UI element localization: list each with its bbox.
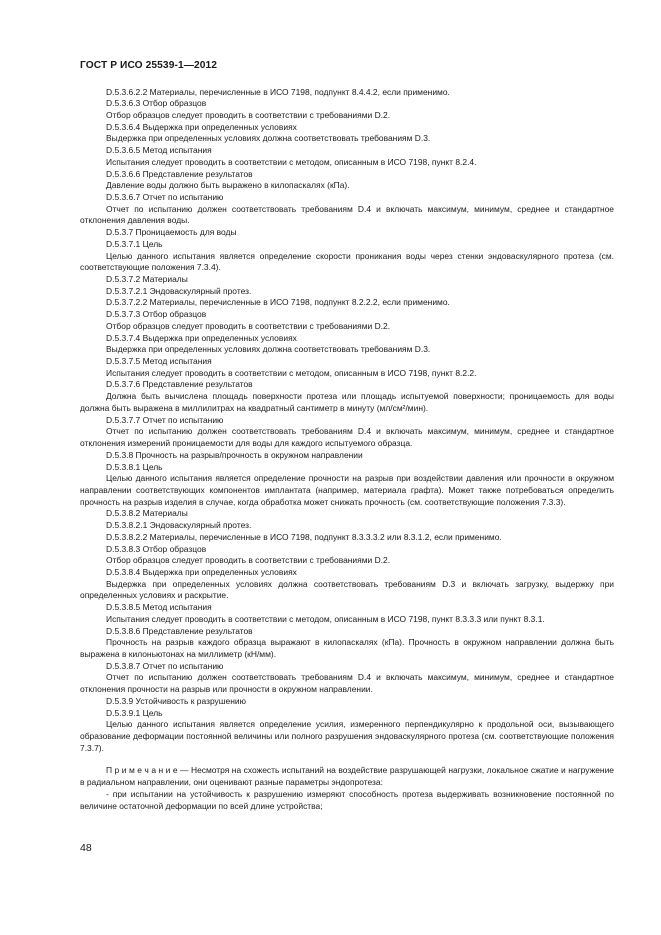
paragraph: Давление воды должно быть выражено в килопаскалях (кПа). — [106, 180, 350, 191]
paragraph: D.5.3.7.2 Материалы — [106, 274, 188, 284]
paragraph: Отбор образцов следует проводить в соответствии с требованиями D.2. — [106, 555, 391, 566]
paragraph: D.5.3.8.2.2 Материалы, перечисленные в ИСО 7198, подпункт 8.3.3.3.2 или 8.3.1.2, если применимо. — [106, 531, 502, 542]
page-number: 48 — [80, 842, 92, 854]
paragraph: Должна быть вычислена площадь поверхности протеза или площадь испытуемой поверхности; проницаемость для воды должна быть выражена в миллилитрах на квадратный сантиметр в минуту (мл/см²/мин). — [80, 391, 614, 413]
paragraph: Целью данного испытания является определение прочности на разрыв при воздействии давления или прочности в окружном направлении соответствующих компонентов имплантата (например, материала графта). Может также потребоваться определить прочность на разрыв изделия в случае, когда обработка может снижать прочность (см. соответствующие положения 7.3.3). — [80, 473, 614, 507]
paragraph: Целью данного испытания является определение усилия, измеренного перпендикулярно к продольной оси, вызывающего образование деформации постоянной величины или полного разрушения эндоваскулярного протеза (см. соответствующие положения 7.3.7). — [80, 719, 614, 753]
paragraph: D.5.3.7.2.1 Эндоваскулярный протез. — [106, 285, 252, 296]
paragraph: D.5.3.8.6 Представление результатов — [106, 625, 253, 636]
paragraph: D.5.3.6.4 Выдержка при определенных условиях — [106, 121, 297, 132]
paragraph: D.5.3.7.4 Выдержка при определенных условиях — [106, 332, 297, 343]
paragraph: D.5.3.7.1 Цель — [106, 238, 163, 249]
paragraph: D.5.3.9 Устойчивость к разрушению — [106, 695, 246, 706]
paragraph: Выдержка при определенных условиях должна соответствовать требованиям D.3 и включать загрузку, выдержку при определенных условиях и раскрытие. — [80, 578, 614, 601]
paragraph: D.5.3.7.6 Представление результатов — [106, 379, 253, 390]
paragraph: D.5.3.8 Прочность на разрыв/прочность в окружном направлении — [106, 449, 363, 460]
paragraph: Испытания следует проводить в соответствии с методом, описанным в ИСО 7198, пункт 8.2.4. — [106, 156, 477, 167]
paragraph: Отчет по испытанию должен соответствовать требованиям D.4 и включать максимум, минимум, среднее и стандартное отклонения давления воды. — [80, 203, 614, 226]
paragraph: D.5.3.6.3 Отбор образцов — [106, 98, 207, 109]
paragraph: D.5.3.6.6 Представление результатов — [106, 168, 253, 179]
paragraph: D.5.3.7.3 Отбор образцов — [106, 309, 207, 320]
paragraph: D.5.3.8.4 Выдержка при определенных условиях — [106, 566, 297, 577]
paragraph: D.5.3.9.1 Цель — [106, 707, 163, 718]
paragraph: Отчет по испытанию должен соответствовать требованиям D.4 и включать максимум, минимум, среднее и стандартное отклонения измерений проницаемости для воды для каждого испытуемого образца. — [80, 426, 614, 449]
paragraph: D.5.3.8.7 Отчет по испытанию — [106, 660, 224, 671]
paragraph: D.5.3.7.5 Метод испытания — [106, 356, 212, 367]
document-header: ГОСТ Р ИСО 25539-1—2012 — [80, 60, 218, 71]
paragraph: П р и м е ч а н и е — Несмотря на схожесть испытаний на воздействие разрушающей нагрузки, локальное сжатие и нагружение в радиальном направлении, они оценивают разные параметры эндопротеза: — [80, 765, 614, 788]
paragraph: D.5.3.6.7 Отчет по испытанию — [106, 191, 224, 202]
paragraph: D.5.3.8.3 Отбор образцов — [106, 543, 207, 554]
paragraph: Испытания следует проводить в соответствии с методом, описанным в ИСО 7198, пункт 8.2.2. — [106, 367, 477, 378]
paragraph: Целью данного испытания является определение скорости проникания воды через стенки эндоваскулярного протеза (см. соответствующие положения 7.3.4). — [80, 250, 614, 273]
paragraph: D.5.3.8.1 Цель — [106, 461, 163, 472]
paragraph: Выдержка при определенных условиях должна соответствовать требованиям D.3. — [106, 133, 431, 144]
paragraph: D.5.3.8.2 Материалы — [106, 508, 188, 519]
paragraph: D.5.3.8.2.1 Эндоваскулярный протез. — [106, 520, 252, 531]
paragraph: Отбор образцов следует проводить в соответствии с требованиями D.2. — [106, 109, 391, 120]
paragraph: Прочность на разрыв каждого образца выражают в килопаскалях (кПа). Прочность в окружном направлении должна быть выражена в килоньютонах на миллиметр (кН/мм). — [80, 637, 614, 659]
document-body — [80, 87, 614, 813]
paragraph: D.5.3.7.7 Отчет по испытанию — [106, 414, 224, 425]
paragraph: Отчет по испытанию должен соответствовать требованиям D.4 и включать максимум, минимум, среднее и стандартное отклонения прочности на разрыв или прочности в окружном направлении. — [80, 672, 614, 695]
paragraph: D.5.3.7 Проницаемость для воды — [106, 227, 237, 238]
paragraph: D.5.3.6.5 Метод испытания — [106, 145, 212, 156]
paragraph: Испытания следует проводить в соответствии с методом, описанным в ИСО 7198, пункт 8.3.3.3 или пункт 8.3.1. — [106, 613, 545, 624]
paragraph: Отбор образцов следует проводить в соответствии с требованиями D.2. — [106, 320, 391, 331]
paragraph: D.5.3.6.2.2 Материалы, перечисленные в ИСО 7198, подпункт 8.4.4.2, если применимо. — [106, 86, 450, 97]
paragraph: D.5.3.7.2.2 Материалы, перечисленные в ИСО 7198, подпункт 8.2.2.2, если применимо. — [106, 297, 450, 308]
paragraph: - при испытании на устойчивость к разрушению измеряют способность протеза выдерживать возникновение постоянной по величине остаточной деформации по всей длине устройства; — [80, 788, 614, 811]
paragraph: D.5.3.8.5 Метод испытания — [106, 602, 212, 613]
paragraph: Выдержка при определенных условиях должна соответствовать требованиям D.3. — [106, 344, 431, 355]
